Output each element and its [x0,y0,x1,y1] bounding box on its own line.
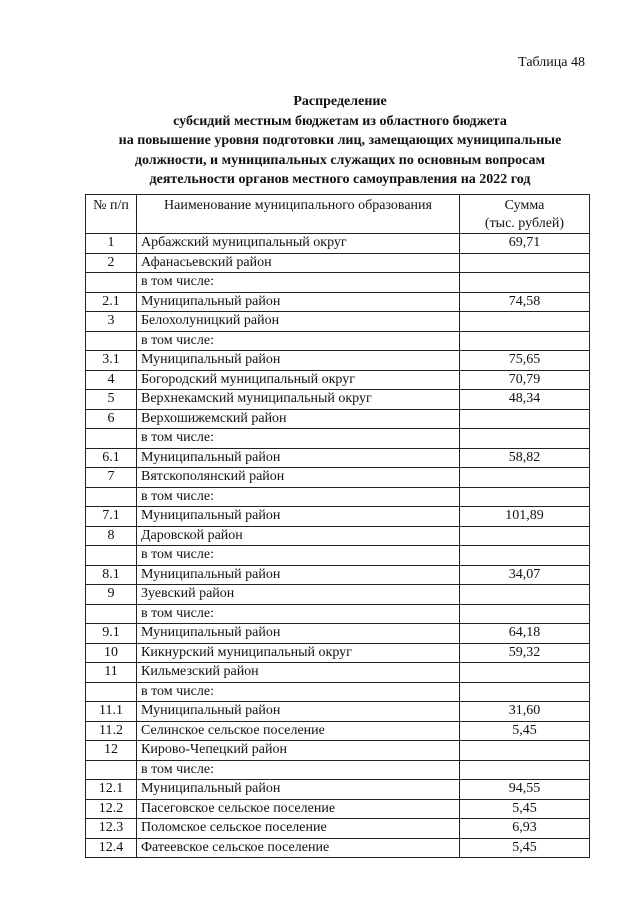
table-row [86,526,590,546]
table-row [86,468,590,488]
table-row [86,624,590,644]
row-number [86,273,137,293]
row-amount [460,604,590,624]
row-number: 1 [86,234,137,254]
row-name: в том числе: [137,760,460,780]
table-row [86,799,590,819]
row-number: 9 [86,585,137,605]
row-name: Вятскополянский район [137,468,460,488]
row-number: 6 [86,409,137,429]
table-row [86,370,590,390]
row-number: 11.2 [86,721,137,741]
table-row [86,702,590,722]
row-amount: 69,71 [460,234,590,254]
row-amount [460,760,590,780]
table-row [86,838,590,858]
column-header-name: Наименование муниципального образования [137,195,460,234]
title-line: Распределение [293,94,387,109]
row-amount: 5,45 [460,838,590,858]
row-name: Фатеевское сельское поселение [137,838,460,858]
table-row [86,682,590,702]
table-row [86,741,590,761]
row-amount [460,682,590,702]
row-number: 8.1 [86,565,137,585]
row-amount: 74,58 [460,292,590,312]
table-row [86,663,590,683]
row-number: 2.1 [86,292,137,312]
row-amount [460,526,590,546]
sum-header-line1: Сумма [504,198,545,213]
row-amount: 59,32 [460,643,590,663]
row-number: 11 [86,663,137,683]
row-amount [460,741,590,761]
row-name: Кикнурский муниципальный округ [137,643,460,663]
row-amount [460,546,590,566]
row-amount [460,331,590,351]
row-amount: 48,34 [460,390,590,410]
row-number: 9.1 [86,624,137,644]
row-amount: 34,07 [460,565,590,585]
row-number: 3.1 [86,351,137,371]
row-number: 12.4 [86,838,137,858]
table-row [86,409,590,429]
row-amount [460,273,590,293]
row-number [86,760,137,780]
row-amount [460,253,590,273]
table-row [86,292,590,312]
row-amount: 64,18 [460,624,590,644]
row-number: 12.3 [86,819,137,839]
row-name: Верхнекамский муниципальный округ [137,390,460,410]
title-line: на повышение уровня подготовки лиц, замещающих муниципальные [118,133,562,148]
row-number: 12.1 [86,780,137,800]
table-row [86,273,590,293]
row-amount [460,468,590,488]
row-amount: 101,89 [460,507,590,527]
row-number: 4 [86,370,137,390]
row-name: в том числе: [137,682,460,702]
row-number [86,331,137,351]
row-name: Зуевский район [137,585,460,605]
table-row [86,780,590,800]
table-body [86,234,590,858]
table-row [86,565,590,585]
row-name: Селинское сельское поселение [137,721,460,741]
table-row [86,331,590,351]
row-name: Поломское сельское поселение [137,819,460,839]
row-number: 10 [86,643,137,663]
row-number: 3 [86,312,137,332]
table-row [86,351,590,371]
row-name: Муниципальный район [137,292,460,312]
subsidy-table [85,194,590,858]
row-amount: 6,93 [460,819,590,839]
row-number: 5 [86,390,137,410]
row-name: Белохолуницкий район [137,312,460,332]
row-amount: 31,60 [460,702,590,722]
row-number [86,682,137,702]
row-name: в том числе: [137,487,460,507]
row-number: 7 [86,468,137,488]
row-number: 11.1 [86,702,137,722]
row-amount: 5,45 [460,799,590,819]
row-name: Кирово-Чепецкий район [137,741,460,761]
row-name: Муниципальный район [137,351,460,371]
table-row [86,253,590,273]
table-row [86,760,590,780]
row-amount [460,585,590,605]
table-row [86,487,590,507]
row-name: в том числе: [137,604,460,624]
row-name: Пасеговское сельское поселение [137,799,460,819]
table-row [86,643,590,663]
title-line: субсидий местным бюджетам из областного бюджета [173,113,507,129]
column-header-number: № п/п [86,195,137,234]
row-name: Муниципальный район [137,702,460,722]
row-name: в том числе: [137,546,460,566]
table-row [86,390,590,410]
table-row [86,507,590,527]
table-row [86,819,590,839]
row-name: Муниципальный район [137,448,460,468]
row-name: Муниципальный район [137,507,460,527]
row-name: Даровской район [137,526,460,546]
column-header-sum [460,195,590,234]
row-number [86,487,137,507]
document-title [60,92,620,190]
row-number: 7.1 [86,507,137,527]
row-name: Муниципальный район [137,624,460,644]
row-name: Арбажский муниципальный округ [137,234,460,254]
table-row [86,585,590,605]
row-name: Кильмезский район [137,663,460,683]
title-line: деятельности органов местного самоуправления на 2022 год [149,172,531,187]
row-name: Муниципальный район [137,780,460,800]
row-name: Афанасьевский район [137,253,460,273]
table-reference: Таблица 48 [518,55,585,70]
row-amount: 58,82 [460,448,590,468]
sum-header-line2: (тыс. рублей) [484,216,565,231]
row-amount: 70,79 [460,370,590,390]
table-row [86,234,590,254]
title-line: должности, и муниципальных служащих по основным вопросам [134,152,546,168]
row-number: 2 [86,253,137,273]
row-name: Верхошижемский район [137,409,460,429]
row-name: в том числе: [137,331,460,351]
row-number: 12 [86,741,137,761]
row-number [86,546,137,566]
table-row [86,429,590,449]
row-number [86,429,137,449]
table-row [86,546,590,566]
table-row [86,604,590,624]
row-amount [460,487,590,507]
table-row [86,312,590,332]
row-number: 12.2 [86,799,137,819]
row-number: 6.1 [86,448,137,468]
row-name: в том числе: [137,273,460,293]
row-name: в том числе: [137,429,460,449]
row-number [86,604,137,624]
row-amount: 5,45 [460,721,590,741]
row-name: Богородский муниципальный округ [137,370,460,390]
table-row [86,448,590,468]
row-amount [460,429,590,449]
row-amount: 94,55 [460,780,590,800]
row-name: Муниципальный район [137,565,460,585]
row-amount [460,409,590,429]
row-number: 8 [86,526,137,546]
row-amount: 75,65 [460,351,590,371]
row-amount [460,663,590,683]
table-header-row [86,195,590,234]
table-row [86,721,590,741]
row-amount [460,312,590,332]
